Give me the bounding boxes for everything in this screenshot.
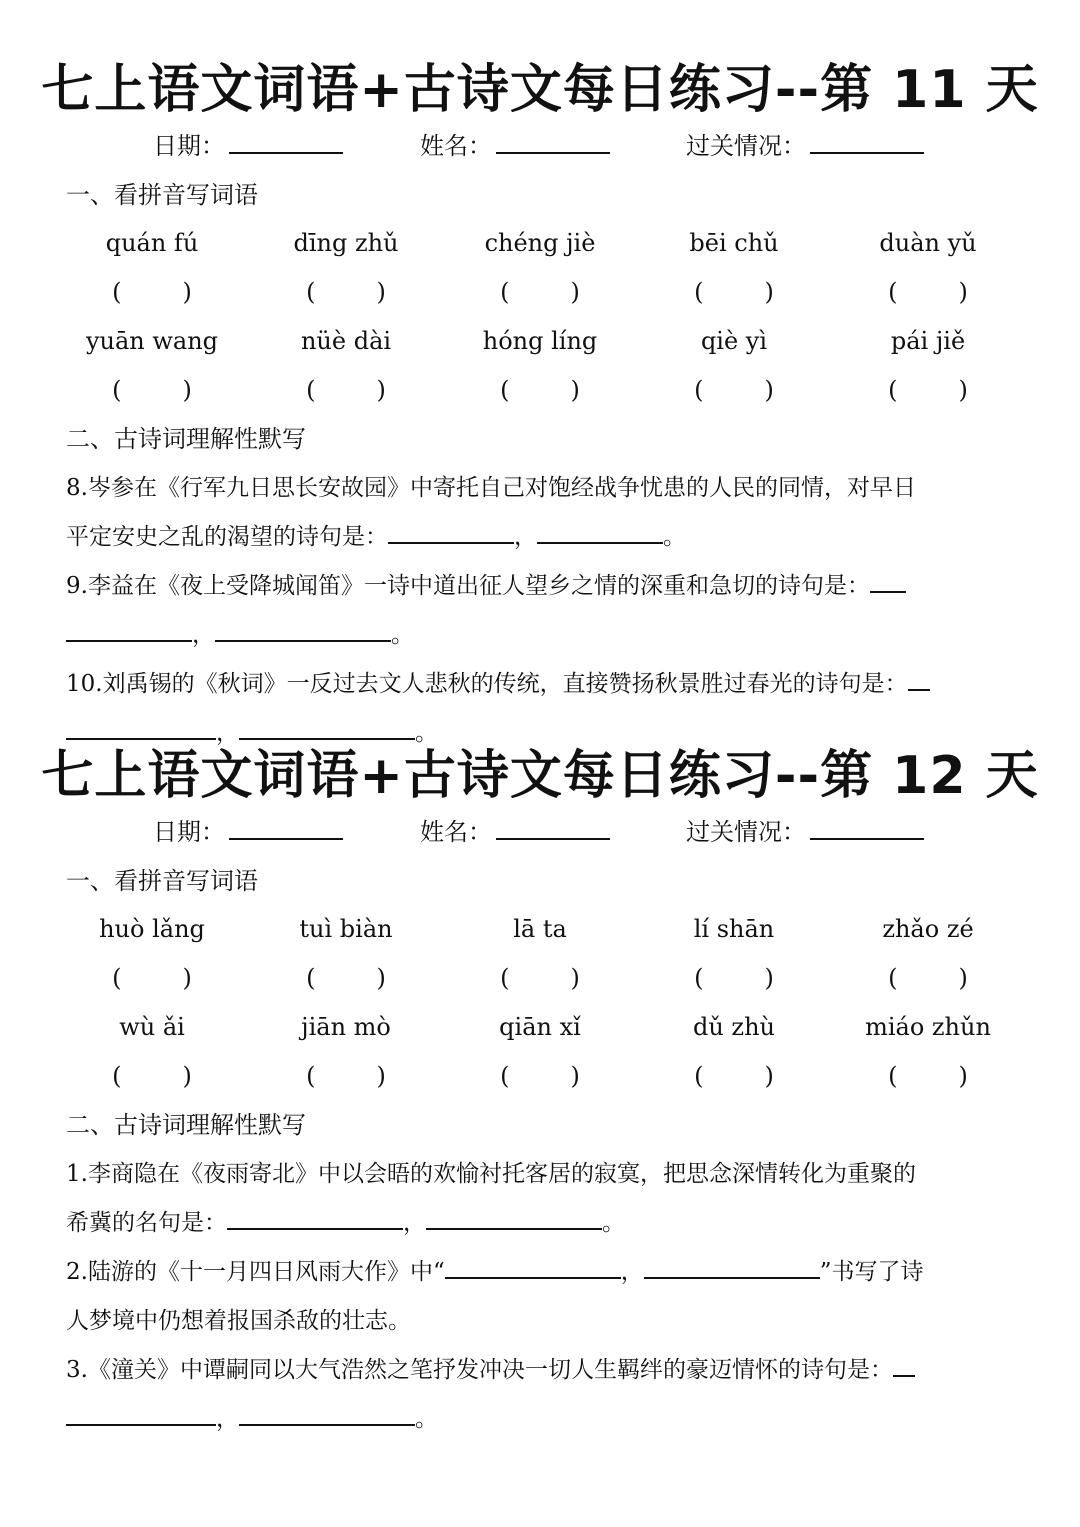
status-label: 过关情况： (686, 818, 806, 846)
question-2-line-1 (66, 1255, 1016, 1289)
answer-row-2 (55, 373, 1025, 407)
worksheet-title: 七上语文词语+古诗文每日练习--第 11 天 (41, 60, 1039, 120)
answer-blank[interactable] (215, 618, 391, 642)
answer-bracket[interactable]: ( ) (112, 964, 192, 992)
answer-blank[interactable] (644, 1255, 820, 1279)
section-poetry-heading: 二、古诗词理解性默写 (66, 1111, 306, 1139)
pinyin-word: miáo zhǔn (865, 1013, 991, 1041)
status-blank[interactable] (810, 814, 924, 840)
pinyin-word: zhǎo zé (882, 915, 974, 943)
answer-bracket[interactable]: ( ) (306, 278, 386, 306)
answer-bracket[interactable]: ( ) (694, 376, 774, 404)
pinyin-row-2 (55, 1010, 1025, 1044)
period: 。 (391, 622, 414, 648)
answer-blank[interactable] (893, 1353, 915, 1377)
date-label: 日期： (153, 132, 225, 160)
comma: ， (216, 1406, 239, 1432)
pinyin-word: quán fú (105, 229, 199, 257)
date-field (153, 128, 343, 163)
pinyin-word: tuì biàn (299, 915, 393, 943)
pinyin-word: hóng líng (482, 327, 598, 355)
question-1-line-2 (66, 1206, 1016, 1240)
answer-row-1 (55, 275, 1025, 309)
status-field (686, 128, 924, 163)
period: 。 (415, 1406, 438, 1432)
answer-blank[interactable] (66, 1402, 216, 1426)
pinyin-word: dīng zhǔ (293, 229, 399, 257)
period: 。 (602, 1210, 625, 1236)
name-field (420, 128, 610, 163)
meta-row (0, 128, 1080, 162)
pinyin-row-1 (55, 226, 1025, 260)
answer-bracket[interactable]: ( ) (694, 1062, 774, 1090)
question-8-line-1: 8.岑参在《行军九日思长安故园》中寄托自己对饱经战争忧患的人民的同情，对早日 (66, 475, 916, 501)
name-label: 姓名： (420, 132, 492, 160)
answer-bracket[interactable]: ( ) (500, 278, 580, 306)
pinyin-word: duàn yǔ (879, 229, 977, 257)
pinyin-word: nüè dài (300, 327, 392, 355)
comma: ， (620, 1259, 644, 1285)
answer-blank[interactable] (537, 520, 663, 544)
date-field (153, 814, 343, 849)
date-blank[interactable] (229, 128, 343, 154)
question-9-text: 9.李益在《夜上受降城闻笛》一诗中道出征人望乡之情的深重和急切的诗句是： (66, 573, 870, 599)
status-label: 过关情况： (686, 132, 806, 160)
pinyin-row-2 (55, 324, 1025, 358)
question-2-line-2: 人梦境中仍想着报国杀敌的壮志。 (66, 1308, 411, 1334)
answer-row-2 (55, 1059, 1025, 1093)
answer-bracket[interactable]: ( ) (112, 1062, 192, 1090)
period: 。 (663, 524, 686, 550)
question-2-prefix: 2.陆游的《十一月四日风雨大作》中“ (66, 1259, 445, 1285)
question-8-prefix: 平定安史之乱的渴望的诗句是： (66, 524, 388, 550)
pinyin-word: lí shān (693, 915, 775, 943)
pinyin-word: jiān mò (301, 1013, 391, 1041)
section-poetry-heading: 二、古诗词理解性默写 (66, 425, 306, 453)
status-blank[interactable] (810, 128, 924, 154)
question-8-line-2 (66, 520, 1016, 554)
pinyin-row-1 (55, 912, 1025, 946)
answer-bracket[interactable]: ( ) (500, 376, 580, 404)
answer-bracket[interactable]: ( ) (694, 964, 774, 992)
pinyin-word: chéng jiè (484, 229, 596, 257)
answer-blank[interactable] (239, 1402, 415, 1426)
name-blank[interactable] (496, 128, 610, 154)
question-9-line-1 (66, 569, 1016, 603)
question-9-line-2 (66, 618, 1016, 652)
question-2-suffix: ”书写了诗 (819, 1259, 924, 1285)
pinyin-word: huò lǎng (99, 915, 205, 943)
period: 。 (415, 720, 438, 746)
date-blank[interactable] (229, 814, 343, 840)
answer-row-1 (55, 961, 1025, 995)
section-pinyin-heading: 一、看拼音写词语 (66, 867, 258, 895)
answer-bracket[interactable]: ( ) (888, 964, 968, 992)
pinyin-word: pái jiě (890, 327, 966, 355)
pinyin-word: wù ǎi (119, 1013, 185, 1041)
answer-bracket[interactable]: ( ) (888, 278, 968, 306)
name-label: 姓名： (420, 818, 492, 846)
question-3-line-1 (66, 1353, 1016, 1387)
question-3-line-2 (66, 1402, 1016, 1436)
comma: ， (216, 720, 239, 746)
question-10-line-1 (66, 667, 1016, 701)
answer-bracket[interactable]: ( ) (500, 964, 580, 992)
answer-bracket[interactable]: ( ) (500, 1062, 580, 1090)
answer-blank[interactable] (66, 716, 216, 740)
answer-blank[interactable] (908, 667, 930, 691)
meta-row (0, 814, 1080, 848)
answer-bracket[interactable]: ( ) (112, 376, 192, 404)
question-10-text: 10.刘禹锡的《秋词》一反过去文人悲秋的传统，直接赞扬秋景胜过春光的诗句是： (66, 671, 908, 697)
answer-bracket[interactable]: ( ) (888, 376, 968, 404)
answer-blank[interactable] (388, 520, 514, 544)
question-1-prefix: 希冀的名句是： (66, 1210, 227, 1236)
answer-bracket[interactable]: ( ) (306, 376, 386, 404)
question-3-text: 3.《潼关》中谭嗣同以大气浩然之笔抒发冲决一切人生羁绊的豪迈情怀的诗句是： (66, 1357, 893, 1383)
date-label: 日期： (153, 818, 225, 846)
answer-bracket[interactable]: ( ) (888, 1062, 968, 1090)
pinyin-word: dǔ zhù (692, 1013, 775, 1041)
answer-bracket[interactable]: ( ) (306, 964, 386, 992)
answer-blank[interactable] (445, 1255, 621, 1279)
answer-blank[interactable] (66, 618, 192, 642)
answer-blank[interactable] (426, 1206, 602, 1230)
comma: ， (403, 1210, 426, 1236)
pinyin-word: qiè yì (700, 327, 768, 355)
pinyin-word: lā ta (513, 915, 567, 943)
answer-bracket[interactable]: ( ) (112, 278, 192, 306)
pinyin-word: qiān xǐ (499, 1013, 581, 1041)
question-1-line-1: 1.李商隐在《夜雨寄北》中以会晤的欢愉衬托客居的寂寞，把思念深情转化为重聚的 (66, 1161, 916, 1187)
pinyin-word: yuān wang (85, 327, 219, 355)
answer-bracket[interactable]: ( ) (306, 1062, 386, 1090)
name-field (420, 814, 610, 849)
answer-bracket[interactable]: ( ) (694, 278, 774, 306)
section-pinyin-heading: 一、看拼音写词语 (66, 181, 258, 209)
pinyin-word: bēi chǔ (689, 229, 779, 257)
answer-blank[interactable] (227, 1206, 403, 1230)
comma: ， (192, 622, 215, 648)
comma: ， (514, 524, 537, 550)
answer-blank[interactable] (239, 716, 415, 740)
name-blank[interactable] (496, 814, 610, 840)
answer-blank[interactable] (870, 569, 906, 593)
worksheet-title: 七上语文词语+古诗文每日练习--第 12 天 (41, 746, 1039, 806)
status-field (686, 814, 924, 849)
